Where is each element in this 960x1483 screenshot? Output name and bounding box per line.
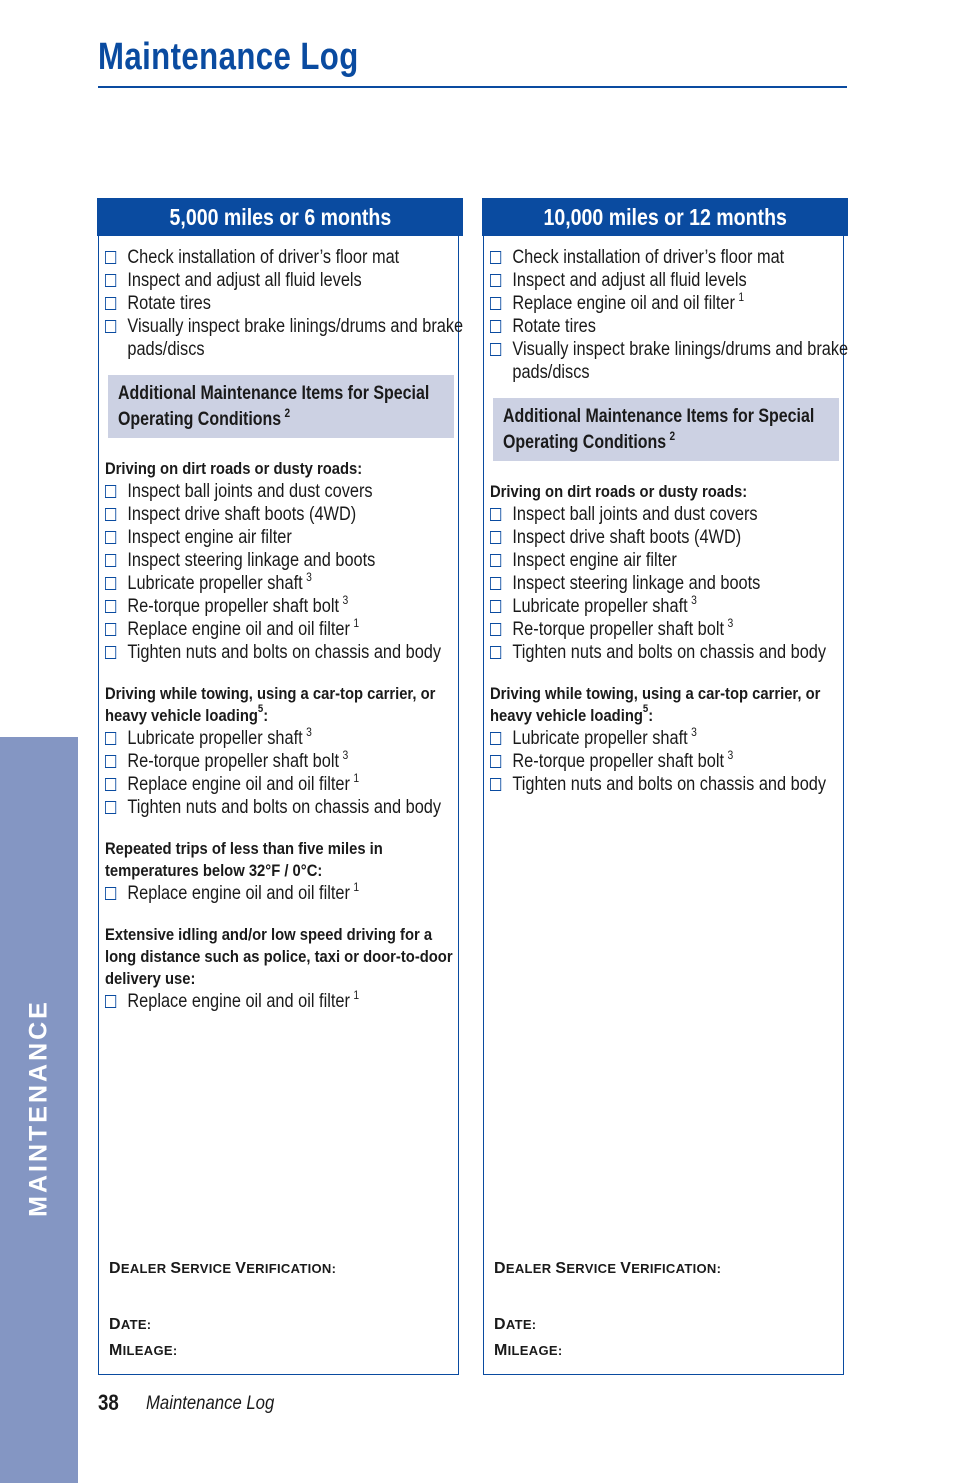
checkbox[interactable] <box>490 623 501 636</box>
checklist-item-label: Lubricate propeller shaft <box>127 573 303 594</box>
checklist-short-trips <box>105 879 457 905</box>
checklist-item <box>105 615 476 641</box>
footer-section-label: Maintenance Log <box>146 1393 275 1414</box>
checklist-item-label: Tighten nuts and bolts on chassis and body <box>127 642 442 663</box>
condition-heading-dirt: Driving on dirt roads or dusty roads: <box>105 459 363 478</box>
condition-heading-dirt: Driving on dirt roads or dusty roads: <box>490 482 748 501</box>
checklist-item <box>105 292 476 315</box>
column-header: 5,000 miles or 6 months <box>97 198 463 236</box>
checkbox[interactable] <box>105 577 116 590</box>
checklist-item-label: Lubricate propeller shaft <box>512 728 688 749</box>
checklist-item <box>490 503 861 526</box>
checklist-item-label: Tighten nuts and bolts on chassis and body <box>512 774 827 795</box>
page-title: Maintenance Log <box>98 36 359 78</box>
checklist-item <box>490 289 861 315</box>
checklist-item <box>105 569 476 595</box>
checklist-item <box>490 572 861 595</box>
mileage-label: MILEAGE: <box>109 1342 178 1359</box>
footnote-ref: 1 <box>353 987 360 1002</box>
checkbox[interactable] <box>105 554 116 567</box>
dealer-verification-label: DEALER SERVICE VERIFICATION: <box>494 1260 722 1277</box>
checkbox[interactable] <box>490 251 501 264</box>
checkbox[interactable] <box>490 320 501 333</box>
footnote-ref: 1 <box>353 615 360 630</box>
checklist-item-label: Replace engine oil and oil filter <box>127 883 350 904</box>
checklist-item-label: Inspect ball joints and dust covers <box>512 504 758 525</box>
checklist-dirt <box>490 503 842 664</box>
checklist-item-label: Replace engine oil and oil filter <box>512 293 735 314</box>
side-tab-label: MAINTENANCE <box>24 999 53 1217</box>
checklist-item <box>490 338 861 384</box>
footnote-ref: 1 <box>353 879 360 894</box>
checkbox[interactable] <box>105 801 116 814</box>
special-conditions-box <box>108 375 454 438</box>
checkbox[interactable] <box>105 646 116 659</box>
checklist-item <box>490 773 861 796</box>
checklist-item <box>105 315 476 361</box>
checklist-item-label: Rotate tires <box>512 316 596 337</box>
checklist-item <box>105 879 476 905</box>
checkbox[interactable] <box>105 508 116 521</box>
special-conditions-heading: Additional Maintenance Items for Special Operating Conditions $^2$ <box>118 383 430 430</box>
checklist-item-label: Inspect drive shaft boots (4WD) <box>512 527 742 548</box>
checkbox[interactable] <box>105 995 116 1008</box>
checklist-item-label: Inspect and adjust all fluid levels <box>127 270 362 291</box>
footnote-ref: 3 <box>727 747 734 762</box>
checklist-idling <box>105 987 457 1013</box>
checklist-item <box>105 770 476 796</box>
checklist-item <box>490 747 861 773</box>
condition-heading-short-trips: Repeated trips of less than five miles in temperatures below 32°F / 0°C: <box>105 839 383 880</box>
checkbox[interactable] <box>105 485 116 498</box>
footnote-ref: 3 <box>691 592 697 607</box>
dealer-verification-label: DEALER SERVICE VERIFICATION: <box>109 1260 337 1277</box>
checklist-item <box>490 549 861 572</box>
checklist-item-label: Lubricate propeller shaft <box>127 728 303 749</box>
footnote-ref: 3 <box>691 724 697 739</box>
checklist-item-label: Inspect engine air filter <box>127 527 292 548</box>
maintenance-column-10000 <box>483 198 849 1375</box>
checkbox[interactable] <box>490 732 501 745</box>
checkbox[interactable] <box>490 600 501 613</box>
special-conditions-box <box>493 398 839 461</box>
checklist-towing <box>105 724 457 819</box>
checklist-basic <box>105 246 464 361</box>
checklist-basic <box>490 246 849 384</box>
date-label: DATE: <box>109 1316 152 1333</box>
checklist-item-label: Tighten nuts and bolts on chassis and body <box>512 642 827 663</box>
checklist-item-label: Re-torque propeller shaft bolt <box>127 751 340 772</box>
checklist-item <box>105 480 476 503</box>
checklist-item-label: Check installation of driver’s floor mat <box>127 247 400 268</box>
checklist-item-label: Rotate tires <box>127 293 211 314</box>
checklist-item <box>490 592 861 618</box>
checklist-item <box>490 615 861 641</box>
checkbox[interactable] <box>490 646 501 659</box>
checklist-item-label: Tighten nuts and bolts on chassis and body <box>127 797 442 818</box>
checklist-item <box>105 503 476 526</box>
footnote-ref: 1 <box>353 770 360 785</box>
checkbox[interactable] <box>105 623 116 636</box>
checkbox[interactable] <box>105 531 116 544</box>
checkbox[interactable] <box>105 732 116 745</box>
checklist-item-label: Visually inspect brake linings/drums and brake pads/discs <box>127 316 464 360</box>
checklist-item <box>105 526 476 549</box>
checklist-item <box>105 987 476 1013</box>
footnote-ref: 3 <box>342 747 349 762</box>
checkbox[interactable] <box>490 508 501 521</box>
checkbox[interactable] <box>490 554 501 567</box>
checklist-item-label: Re-torque propeller shaft bolt <box>512 619 725 640</box>
checklist-dirt <box>105 480 457 664</box>
condition-heading-idling: Extensive idling and/or low speed driving for a long distance such as police, taxi or door-to-door delivery use: <box>105 925 453 988</box>
checkbox[interactable] <box>490 755 501 768</box>
checkbox[interactable] <box>105 778 116 791</box>
footnote-ref: 3 <box>306 569 312 584</box>
column-body <box>490 246 849 796</box>
checklist-item-label: Inspect steering linkage and boots <box>127 550 376 571</box>
checklist-item-label: Replace engine oil and oil filter <box>127 774 350 795</box>
checkbox[interactable] <box>490 297 501 310</box>
checkbox[interactable] <box>105 320 116 333</box>
checklist-item <box>490 526 861 549</box>
checklist-item <box>105 641 476 664</box>
date-label: DATE: <box>494 1316 537 1333</box>
condition-heading-towing: Driving while towing, using a car-top carrier, or heavy vehicle loading$^5$: <box>490 684 821 725</box>
maintenance-column-5000 <box>98 198 464 1375</box>
footnote-ref: 3 <box>342 592 349 607</box>
checkbox[interactable] <box>490 778 501 791</box>
checkbox[interactable] <box>105 297 116 310</box>
checkbox[interactable] <box>105 251 116 264</box>
checklist-item <box>105 269 476 292</box>
checklist-towing <box>490 724 842 796</box>
mileage-label: MILEAGE: <box>494 1342 563 1359</box>
checklist-item <box>105 796 476 819</box>
checklist-item <box>105 592 476 618</box>
checklist-item <box>490 269 861 292</box>
checkbox[interactable] <box>490 577 501 590</box>
checklist-item <box>490 246 861 269</box>
checklist-item-label: Inspect and adjust all fluid levels <box>512 270 747 291</box>
column-body <box>105 246 464 1013</box>
checklist-item-label: Re-torque propeller shaft bolt <box>512 751 725 772</box>
checklist-item-label: Lubricate propeller shaft <box>512 596 688 617</box>
checklist-item <box>490 315 861 338</box>
checklist-item-label: Inspect engine air filter <box>512 550 677 571</box>
checklist-item <box>490 641 861 664</box>
checkbox[interactable] <box>490 274 501 287</box>
column-header: 10,000 miles or 12 months <box>482 198 848 236</box>
checklist-item <box>105 246 476 269</box>
condition-heading-towing: Driving while towing, using a car-top carrier, or heavy vehicle loading$^5$: <box>105 684 436 725</box>
checkbox[interactable] <box>105 274 116 287</box>
page-number: 38 <box>98 1390 119 1415</box>
checkbox[interactable] <box>105 755 116 768</box>
checklist-item <box>105 549 476 572</box>
checklist-item-label: Inspect ball joints and dust covers <box>127 481 373 502</box>
checklist-item-label: Re-torque propeller shaft bolt <box>127 596 340 617</box>
footnote-ref: 3 <box>306 724 312 739</box>
checkbox[interactable] <box>105 887 116 900</box>
checklist-item-label: Visually inspect brake linings/drums and brake pads/discs <box>512 339 849 383</box>
checklist-item <box>490 724 861 750</box>
checklist-item-label: Replace engine oil and oil filter <box>127 991 350 1012</box>
footnote-ref: 1 <box>738 289 745 304</box>
checklist-item-label: Inspect drive shaft boots (4WD) <box>127 504 357 525</box>
footnote-ref: 3 <box>727 615 734 630</box>
checkbox[interactable] <box>105 600 116 613</box>
checkbox[interactable] <box>490 343 501 356</box>
checkbox[interactable] <box>490 531 501 544</box>
checklist-item <box>105 724 476 750</box>
title-rule <box>98 86 847 88</box>
checklist-item <box>105 747 476 773</box>
checklist-item-label: Replace engine oil and oil filter <box>127 619 350 640</box>
checklist-item-label: Check installation of driver’s floor mat <box>512 247 785 268</box>
special-conditions-heading: Additional Maintenance Items for Special Operating Conditions $^2$ <box>503 406 815 453</box>
checklist-item-label: Inspect steering linkage and boots <box>512 573 761 594</box>
